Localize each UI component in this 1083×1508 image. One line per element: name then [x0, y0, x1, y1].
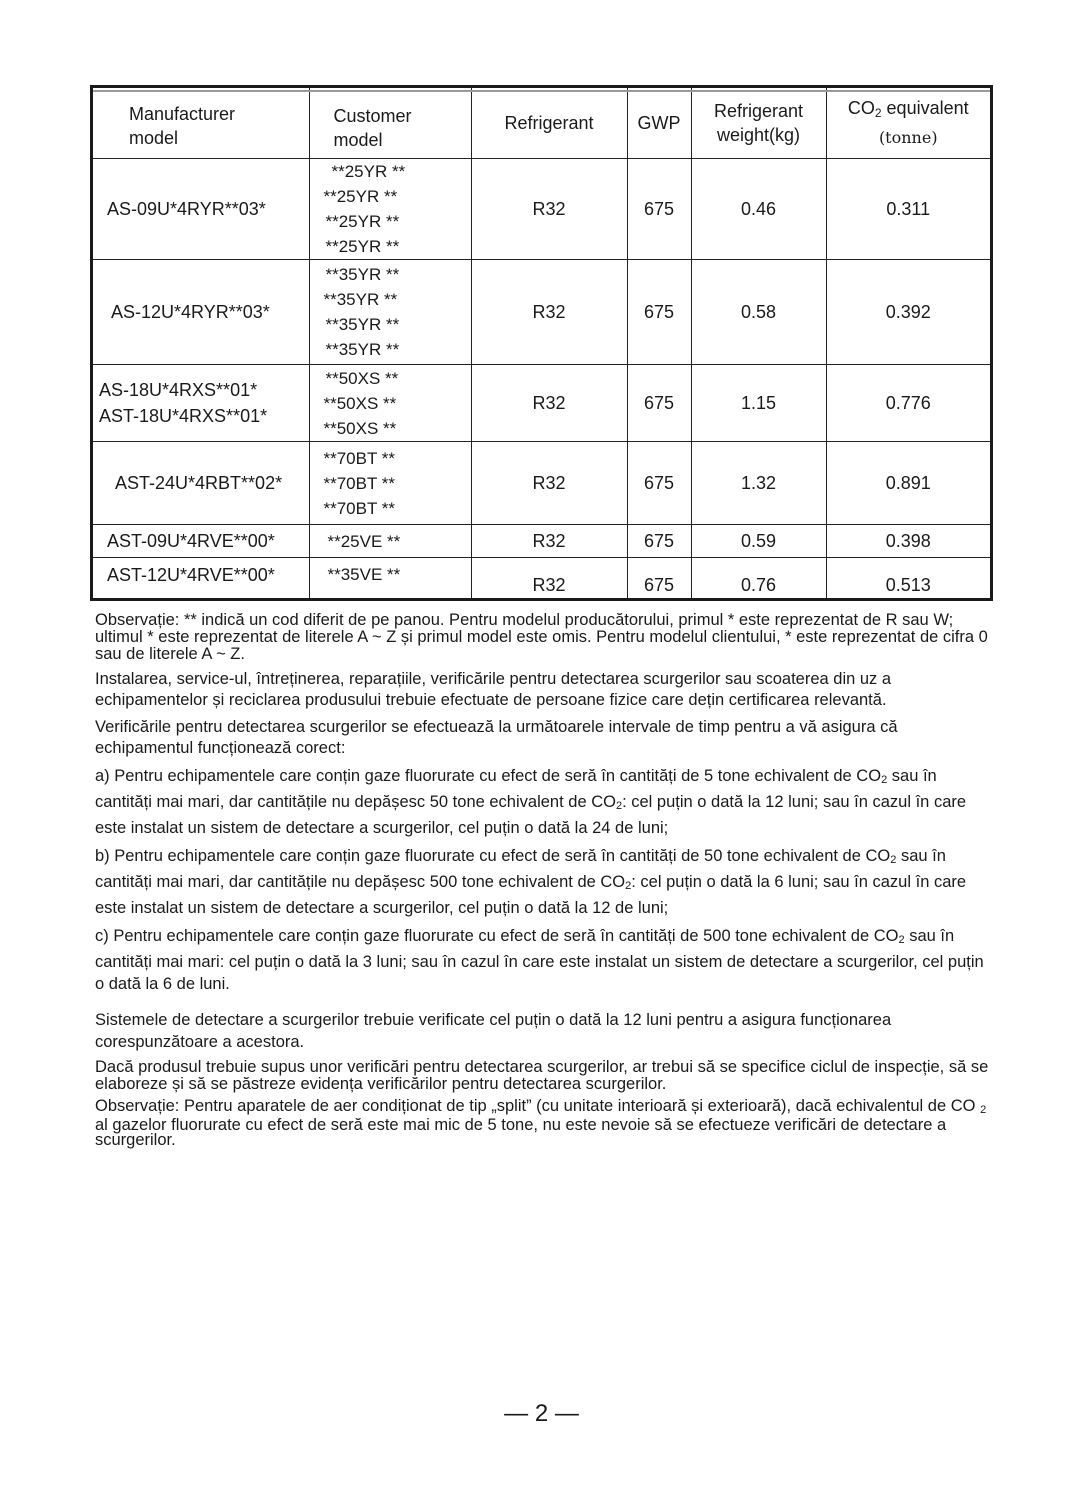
customer-model: **25VE ** — [327, 531, 401, 551]
table-row — [93, 365, 990, 442]
customer-model: **70BT ** — [323, 473, 396, 493]
text: sau în cantități mai mari, dar cantitățile nu depășesc 50 tone echivalent de CO — [95, 767, 937, 811]
customer-model: **70BT ** — [323, 498, 396, 518]
header-unit: (tonne) — [878, 128, 938, 147]
co2-cell: 0.513 — [826, 558, 990, 599]
header-text: equivalent — [881, 98, 969, 118]
co2-cell: 0.311 — [826, 159, 990, 260]
subscript: 2 — [615, 800, 623, 812]
refrigerant-cell: R32 — [471, 260, 627, 365]
table-header-row — [93, 88, 990, 159]
weight-cell: 0.59 — [691, 525, 826, 558]
customer-model: **25YR ** — [325, 212, 400, 231]
table-row — [93, 442, 990, 525]
manufacturer-model: AST-18U*4RXS**01* — [99, 406, 268, 426]
co2-cell: 0.776 — [826, 365, 990, 442]
gwp-cell: 675 — [627, 442, 691, 525]
customer-model: **25YR ** — [325, 237, 400, 256]
header-refrigerant: Refrigerant — [471, 88, 627, 159]
gwp-cell: 675 — [627, 525, 691, 558]
header-text: model — [333, 130, 383, 150]
customer-model-cell — [309, 260, 471, 365]
subscript: 2 — [898, 934, 905, 946]
table-row — [93, 159, 990, 260]
refrigerant-table — [93, 88, 990, 598]
header-text: CO — [847, 98, 875, 118]
customer-model: **35YR ** — [325, 340, 400, 359]
customer-model-cell — [309, 442, 471, 525]
weight-cell: 0.46 — [691, 159, 826, 260]
customer-model: **70BT ** — [323, 448, 396, 468]
gwp-cell: 675 — [627, 159, 691, 260]
manufacturer-model: AS-12U*4RYR**03* — [111, 302, 270, 322]
subscript: 2 — [874, 106, 882, 120]
table-row — [93, 558, 990, 599]
text: : cel puțin o dată la 6 luni; sau în cazul în care este instalat un sistem de detectare a scurgerilor, cel puțin o dată la 12 de luni; — [95, 873, 967, 917]
manufacturer-model: AS-18U*4RXS**01* — [99, 380, 258, 400]
text: sau în cantități mai mari, dar cantitățile nu depășesc 500 tone echivalent de CO — [95, 847, 946, 891]
weight-cell: 0.76 — [691, 558, 826, 599]
customer-model: **35YR ** — [323, 290, 398, 309]
notes-section — [95, 612, 990, 1154]
installation-note: Instalarea, service-ul, întreținerea, reparațiile, verificările pentru detectarea scurgerilor sau scoaterea din uz a echipamentelor și reciclarea produsului trebuie efectuate de persoane fizice care dețin certificarea relevantă. — [95, 670, 892, 709]
header-refrigerant-weight — [691, 88, 826, 159]
manufacturer-model-cell — [93, 442, 309, 525]
co2-cell: 0.891 — [826, 442, 990, 525]
weight-cell: 0.58 — [691, 260, 826, 365]
customer-model: **50XS ** — [323, 418, 397, 438]
refrigerant-table-container — [90, 85, 993, 601]
customer-model-cell — [309, 558, 471, 599]
customer-model: **50XS ** — [323, 393, 397, 413]
interval-item-c — [95, 925, 990, 995]
subscript: 2 — [625, 880, 632, 892]
text: a) Pentru echipamentele care conțin gaze fluorurate cu efect de seră în cantități de 5 tone echivalent de CO — [95, 767, 882, 785]
text: sau în cantități mai mari: cel puțin o dată la 3 luni; sau în cazul în care este instalat un sistem de detectare a scurgerilor, cel puțin o dată la 6 de luni. — [95, 927, 984, 993]
manufacturer-model: AST-09U*4RVE**00* — [107, 531, 275, 551]
text: : cel puțin o dată la 12 luni; sau în cazul în care este instalat un sistem de detectare a scurgerilor, cel puțin o dată la 24 de luni; — [95, 793, 967, 837]
weight-cell: 1.15 — [691, 365, 826, 442]
header-text: Refrigerant — [713, 101, 804, 121]
table-row — [93, 525, 990, 558]
customer-model: **50XS ** — [325, 368, 399, 388]
refrigerant-cell: R32 — [471, 159, 627, 260]
refrigerant-cell: R32 — [471, 442, 627, 525]
manufacturer-model: AST-12U*4RVE**00* — [107, 565, 275, 585]
manufacturer-model: AST-24U*4RBT**02* — [115, 473, 283, 493]
refrigerant-cell: R32 — [471, 558, 627, 599]
refrigerant-cell: R32 — [471, 525, 627, 558]
refrigerant-cell: R32 — [471, 365, 627, 442]
manufacturer-model: AS-09U*4RYR**03* — [107, 199, 266, 219]
table-row — [93, 260, 990, 365]
inspection-cycle-note: Dacă produsul trebuie supus unor verificări pentru detectarea scurgerilor, ar trebui să se specifice ciclul de inspecție, să se elaboreze și să se păstreze evidența verificărilor pentru detectarea scurgerilor. — [95, 1058, 989, 1093]
customer-model-cell — [309, 525, 471, 558]
header-text: Customer — [333, 106, 412, 126]
manufacturer-model-cell — [93, 260, 309, 365]
header-text: model — [129, 128, 179, 148]
header-manufacturer-model — [93, 88, 309, 159]
detection-systems-note: Sistemele de detectare a scurgerilor trebuie verificate cel puțin o dată la 12 luni pentru a asigura funcționarea corespunzătoare a acestora. — [95, 1011, 892, 1051]
manufacturer-model-cell — [93, 558, 309, 599]
interval-item-a — [95, 765, 990, 839]
gwp-cell: 675 — [627, 365, 691, 442]
weight-cell: 1.32 — [691, 442, 826, 525]
text: Observație: Pentru aparatele de aer condiționat de tip „split” (cu unitate interioară și exterioară), dacă echivalentul de CO — [95, 1097, 981, 1115]
co2-cell: 0.398 — [826, 525, 990, 558]
split-ac-observation — [95, 1099, 990, 1148]
text: al gazelor fluorurate cu efect de seră este mai mic de 5 tone, nu este nevoie să se efectueze verificări de detectare a scurgerilor. — [95, 1116, 947, 1149]
subscript: 2 — [890, 854, 897, 866]
customer-model: **35YR ** — [325, 265, 400, 284]
text: b) Pentru echipamentele care conțin gaze fluorurate cu efect de seră în cantități de 50 tone echivalent de CO — [95, 847, 891, 865]
page-number: — 2 — — [504, 1400, 579, 1427]
co2-cell: 0.392 — [826, 260, 990, 365]
header-gwp: GWP — [627, 88, 691, 159]
customer-model-cell — [309, 159, 471, 260]
interval-item-b — [95, 845, 990, 919]
observation-note: Observație: ** indică un cod diferit de pe panou. Pentru modelul producătorului, primul * este reprezentat de R sau W; ultimul * este reprezentat de literele A ~ Z și primul model este omis. Pentru modelul clientului, * este reprezentat de cifra 0 sau de literele A ~ Z. — [95, 611, 988, 663]
header-co2-equivalent — [826, 88, 990, 159]
customer-model: **35YR ** — [325, 315, 400, 334]
customer-model: **35VE ** — [327, 565, 401, 584]
header-text: Manufacturer — [129, 104, 236, 124]
intervals-intro: Verificările pentru detectarea scurgerilor se efectuează la următoarele intervale de timp pentru a vă asigura că echipamentul funcționează corect: — [95, 718, 898, 757]
subscript: 2 — [980, 1104, 987, 1116]
customer-model: **25YR ** — [323, 187, 398, 206]
customer-model-cell — [309, 365, 471, 442]
manufacturer-model-cell — [93, 525, 309, 558]
text: c) Pentru echipamentele care conțin gaze fluorurate cu efect de seră în cantități de 500 tone echivalent de CO — [95, 927, 899, 945]
subscript: 2 — [881, 774, 888, 786]
gwp-cell: 675 — [627, 260, 691, 365]
manufacturer-model-cell — [93, 159, 309, 260]
header-text: weight(kg) — [716, 125, 801, 145]
customer-model: **25YR ** — [331, 162, 406, 181]
header-customer-model — [309, 88, 471, 159]
manufacturer-model-cell — [93, 365, 309, 442]
gwp-cell: 675 — [627, 558, 691, 599]
